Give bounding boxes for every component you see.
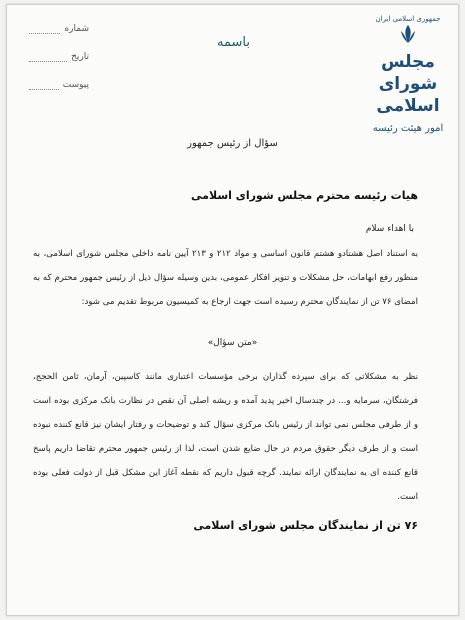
date-line [29,53,67,62]
letter-sheet [6,4,459,616]
bismillah-calligraphy: باسمه [217,35,250,50]
date-field [29,43,89,71]
date-label: تاریخ [71,52,89,62]
subject-line: سؤال از رئیس جمهور [187,138,278,149]
attachment-label: پیوست [62,80,89,90]
signature-line: ۷۶ تن از نمایندگان مجلس شورای اسلامی [193,519,418,532]
question-paragraph: نظر به مشکلاتی که برای سپرده گذاران برخی مؤسسات اعتباری مانند کاسپین، آرمان، ثامن الحجج، فرشتگان، سرمایه و... در چندسال اخیر پدید آمده و ریشه اصلی آن نقص در نظارت بانک مرکزی بوده است و از طرفی مجلس نمی تواند از رئیس بانک مرکزی سؤال کند و توضیحات و رفتار ایشان نیز قانع کننده نبوده است و از طرف دیگر حقوق مردم در حال ضایع شدن است، لذا از رئیس جمهور محترم تقاضا داریم پاسخ قانع کننده ای به نمایندگان ارائه نمایند. گرچه قبول داریم که نقطه آغاز این مشکل قبل از دولت فعلی بوده است. [33,372,418,502]
number-field [29,15,89,43]
emblem-name: مجلس شورای اسلامی [376,52,440,116]
emblem-top-text: جمهوری اسلامی ایران [375,15,441,23]
attachment-line [29,81,59,90]
letterhead-fields [29,15,89,99]
attachment-field [29,71,89,99]
number-line [29,25,60,34]
intro-paragraph: به استناد اصل هشتادو هشتم قانون اساسی و مواد ۲۱۲ و ۲۱۳ آیین نامه داخلی مجلس شورای اسلامی، به منظور رفع ابهامات، حل مشکلات و تنویر افکار عمومی، بدین وسیله سؤال ذیل از رئیس جمهور محترم که به امضای ۷۶ تن از نمایندگان محترم رسیده است جهت ارجاع به کمیسیون مربوط تقدیم می شود: [33,249,418,307]
greeting: با اهداء سلام [365,224,414,234]
question-text-label: «متن سؤال» [207,338,258,348]
addressee: هیات رئیسه محترم مجلس شورای اسلامی [191,189,418,202]
emblem-org: امور هیئت رئیسه [372,123,444,134]
number-label: شماره [64,24,89,34]
emblem-icon [397,23,419,45]
parliament-emblem [368,15,448,134]
